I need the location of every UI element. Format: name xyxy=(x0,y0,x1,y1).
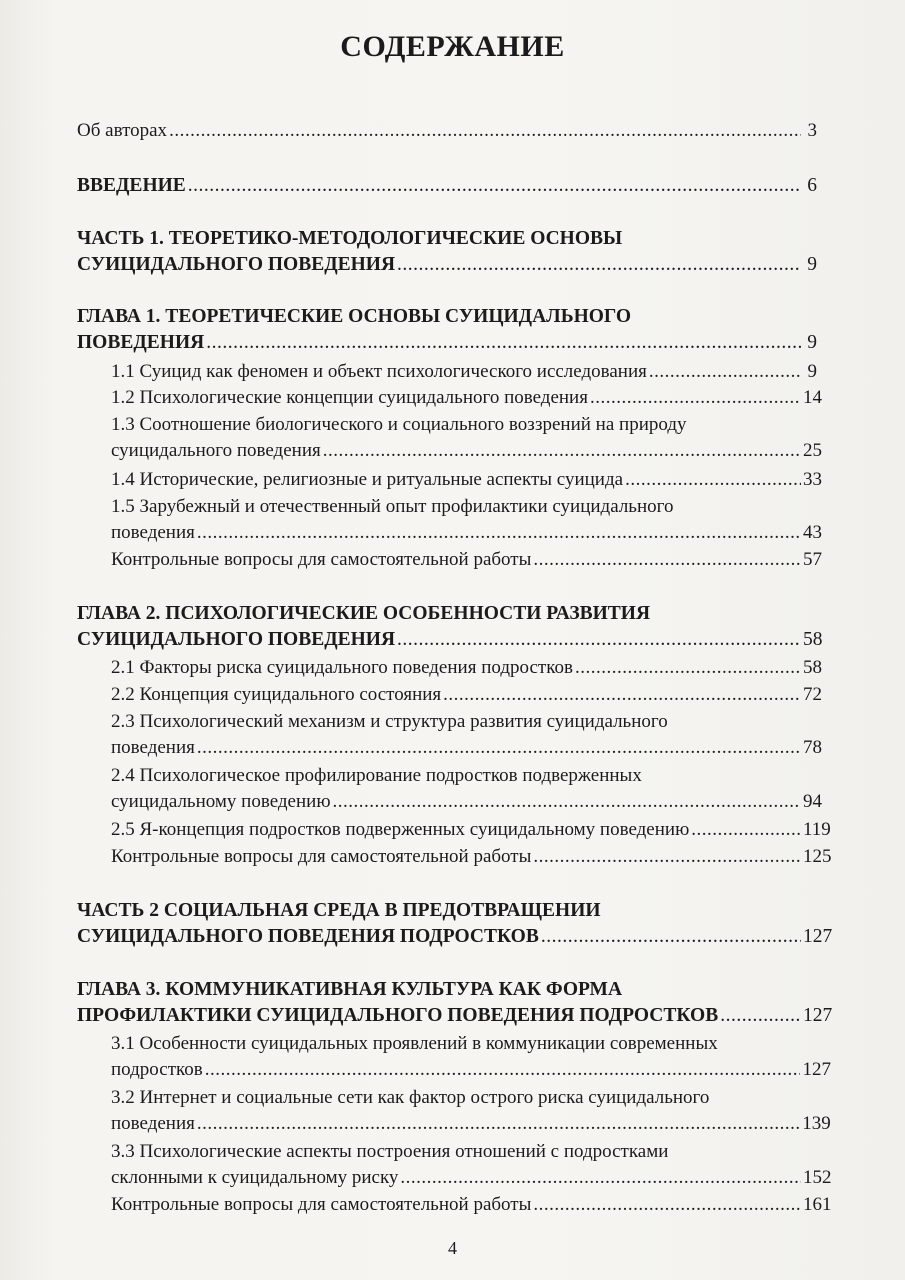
toc-entry-title-line: 3.3 Психологические аспекты построения отношений с подростками xyxy=(111,1141,669,1162)
dot-leader xyxy=(197,1111,800,1137)
toc-entry xyxy=(77,118,817,144)
toc-entry-page-number: 119 xyxy=(803,819,831,840)
toc-entry xyxy=(77,304,817,356)
toc-entry-page-number: 25 xyxy=(803,440,822,461)
toc-entry-page-number: 14 xyxy=(803,387,822,408)
toc-entry-title-line: 3.1 Особенности суицидальных проявлений в коммуникации современных xyxy=(111,1033,718,1054)
toc-entry-leader-line xyxy=(111,1111,831,1137)
toc-entry-title: ВВЕДЕНИЕ xyxy=(77,175,186,196)
toc-entry-title: Контрольные вопросы для самостоятельной работы xyxy=(111,846,532,867)
toc-entry-leader-line xyxy=(77,118,817,144)
dot-leader xyxy=(397,252,801,278)
toc-entry-leader-line xyxy=(77,924,833,950)
toc-entry-leader-line xyxy=(111,789,822,815)
toc-entry xyxy=(111,844,832,870)
toc-entry-title: склонными к суицидальному риску xyxy=(111,1167,399,1188)
dot-leader xyxy=(533,547,801,573)
toc-entry xyxy=(111,682,822,708)
toc-entry-title: суицидального поведения xyxy=(111,440,321,461)
toc-entry xyxy=(111,494,822,546)
toc-entry-title: Контрольные вопросы для самостоятельной работы xyxy=(111,1194,532,1215)
toc-entry-leader-line xyxy=(111,359,817,385)
toc-entry xyxy=(111,412,822,464)
toc-entry-title: 2.1 Факторы риска суицидального поведения подростков xyxy=(111,657,573,678)
toc-entry-page-number: 58 xyxy=(803,657,822,678)
dot-leader xyxy=(206,330,801,356)
toc-entry-leader-line xyxy=(111,1192,832,1218)
toc-entry xyxy=(111,763,822,815)
toc-entry-title: Контрольные вопросы для самостоятельной работы xyxy=(111,549,532,570)
toc-entry-leader-line xyxy=(77,173,817,199)
toc-entry-title: ПРОФИЛАКТИКИ СУИЦИДАЛЬНОГО ПОВЕДЕНИЯ ПОДРОСТКОВ xyxy=(77,1005,719,1026)
page-number: 4 xyxy=(448,1238,457,1258)
toc-entry-page-number: 6 xyxy=(807,175,817,196)
toc-entry-title-line: ЧАСТЬ 1. ТЕОРЕТИКО-МЕТОДОЛОГИЧЕСКИЕ ОСНОВЫ xyxy=(77,228,623,249)
dot-leader xyxy=(443,682,801,708)
toc-entry-title-line: 3.2 Интернет и социальные сети как фактор острого риска суицидального xyxy=(111,1087,710,1108)
toc-entry-leader-line xyxy=(77,627,823,653)
toc-entry-title-line: 1.3 Соотношение биологического и социального воззрений на природу xyxy=(111,414,687,435)
dot-leader xyxy=(533,1192,801,1218)
toc-entry-leader-line xyxy=(111,682,822,708)
toc-entry xyxy=(111,1031,831,1083)
toc-entry-page-number: 161 xyxy=(803,1194,832,1215)
dot-leader xyxy=(400,1165,801,1191)
toc-entry-leader-line xyxy=(111,844,832,870)
dot-leader xyxy=(197,735,801,761)
toc-entry-title: ПОВЕДЕНИЯ xyxy=(77,332,205,353)
toc-entry xyxy=(111,709,822,761)
toc-entry-leader-line xyxy=(77,252,817,278)
dot-leader xyxy=(197,520,801,546)
toc-entry-page-number: 72 xyxy=(803,684,822,705)
toc-entry-title: поведения xyxy=(111,1113,195,1134)
toc-entry-title-line: ГЛАВА 2. ПСИХОЛОГИЧЕСКИЕ ОСОБЕННОСТИ РАЗВИТИЯ xyxy=(77,603,651,624)
toc-entry-page-number: 127 xyxy=(802,1059,831,1080)
toc-entry-page-number: 33 xyxy=(803,469,822,490)
dot-leader xyxy=(323,438,801,464)
toc-entry-title-line: ГЛАВА 1. ТЕОРЕТИЧЕСКИЕ ОСНОВЫ СУИЦИДАЛЬНОГО xyxy=(77,306,632,327)
toc-entry-title: поведения xyxy=(111,737,195,758)
toc-entry-page-number: 139 xyxy=(802,1113,831,1134)
toc-entry xyxy=(111,547,822,573)
toc-entry-title: СУИЦИДАЛЬНОГО ПОВЕДЕНИЯ ПОДРОСТКОВ xyxy=(77,926,539,947)
dot-leader xyxy=(205,1057,801,1083)
toc-entry xyxy=(77,601,823,653)
toc-entry-leader-line xyxy=(111,735,822,761)
toc-entry-page-number: 127 xyxy=(803,1005,833,1026)
toc-entry-title: Об авторах xyxy=(77,120,168,141)
toc-entry-leader-line xyxy=(111,520,822,546)
dot-leader xyxy=(649,359,801,385)
toc-entry xyxy=(77,226,817,278)
toc-entry-page-number: 125 xyxy=(803,846,832,867)
toc-entry-title-line: 2.4 Психологическое профилирование подростков подверженных xyxy=(111,765,642,786)
toc-entry-page-number: 152 xyxy=(803,1167,832,1188)
toc-entry xyxy=(111,1192,832,1218)
toc-entry xyxy=(111,385,822,411)
toc-entry-leader-line xyxy=(77,330,817,356)
toc-entry-leader-line xyxy=(111,817,831,843)
toc-entry-title: 2.2 Концепция суицидального состояния xyxy=(111,684,442,705)
toc-entry-leader-line xyxy=(77,1003,833,1029)
toc-entry-page-number: 9 xyxy=(807,254,817,275)
toc-entry-page-number: 9 xyxy=(807,332,817,353)
toc-entry xyxy=(111,817,831,843)
toc-entry-title: поведения xyxy=(111,522,195,543)
dot-leader xyxy=(533,844,801,870)
dot-leader xyxy=(691,817,801,843)
dot-leader xyxy=(188,173,801,199)
toc-entry-page-number: 57 xyxy=(803,549,822,570)
toc-entry xyxy=(111,1139,832,1191)
toc-entry xyxy=(111,655,822,681)
toc-entry-leader-line xyxy=(111,1057,831,1083)
toc-entry-title: подростков xyxy=(111,1059,203,1080)
toc-entry-page-number: 43 xyxy=(803,522,822,543)
toc-entry-title: СУИЦИДАЛЬНОГО ПОВЕДЕНИЯ xyxy=(77,629,396,650)
toc-entry-page-number: 127 xyxy=(803,926,833,947)
toc-entry-title: 2.5 Я-концепция подростков подверженных суицидальному поведению xyxy=(111,819,690,840)
toc-entry-title: суицидальному поведению xyxy=(111,791,331,812)
toc-entry-title: 1.4 Исторические, религиозные и ритуальные аспекты суицида xyxy=(111,469,624,490)
toc-entry xyxy=(111,359,817,385)
toc-entry-leader-line xyxy=(111,655,822,681)
toc-entry xyxy=(77,898,833,950)
toc-entry-page-number: 94 xyxy=(803,791,822,812)
dot-leader xyxy=(333,789,801,815)
toc-entry-page-number: 58 xyxy=(803,629,823,650)
toc-entry-title-line: 2.3 Психологический механизм и структура развития суицидального xyxy=(111,711,668,732)
toc-entry-leader-line xyxy=(111,1165,832,1191)
dot-leader xyxy=(720,1003,801,1029)
toc-entry-leader-line xyxy=(111,438,822,464)
toc-entry-leader-line xyxy=(111,385,822,411)
page-title: СОДЕРЖАНИЕ xyxy=(340,30,565,63)
dot-leader xyxy=(625,467,801,493)
toc-entry xyxy=(77,173,817,199)
toc-entry-page-number: 78 xyxy=(803,737,822,758)
toc-entry xyxy=(111,467,822,493)
dot-leader xyxy=(575,655,801,681)
toc-entry-title: 1.2 Психологические концепции суицидального поведения xyxy=(111,387,588,408)
toc-entry-title-line: 1.5 Зарубежный и отечественный опыт профилактики суицидального xyxy=(111,496,674,517)
toc-entry-title: 1.1 Суицид как феномен и объект психологического исследования xyxy=(111,361,647,382)
toc-entry-title-line: ГЛАВА 3. КОММУНИКАТИВНАЯ КУЛЬТУРА КАК ФОРМА xyxy=(77,979,623,1000)
toc-entry-title: СУИЦИДАЛЬНОГО ПОВЕДЕНИЯ xyxy=(77,254,396,275)
dot-leader xyxy=(397,627,801,653)
dot-leader xyxy=(541,924,801,950)
toc-entry-leader-line xyxy=(111,547,822,573)
toc-entry-page-number: 9 xyxy=(807,361,817,382)
toc-entry xyxy=(77,977,833,1029)
toc-entry xyxy=(111,1085,831,1137)
dot-leader xyxy=(590,385,801,411)
toc-entry-leader-line xyxy=(111,467,822,493)
dot-leader xyxy=(169,118,801,144)
toc-entry-page-number: 3 xyxy=(807,120,817,141)
toc-entry-title-line: ЧАСТЬ 2 СОЦИАЛЬНАЯ СРЕДА В ПРЕДОТВРАЩЕНИИ xyxy=(77,900,601,921)
